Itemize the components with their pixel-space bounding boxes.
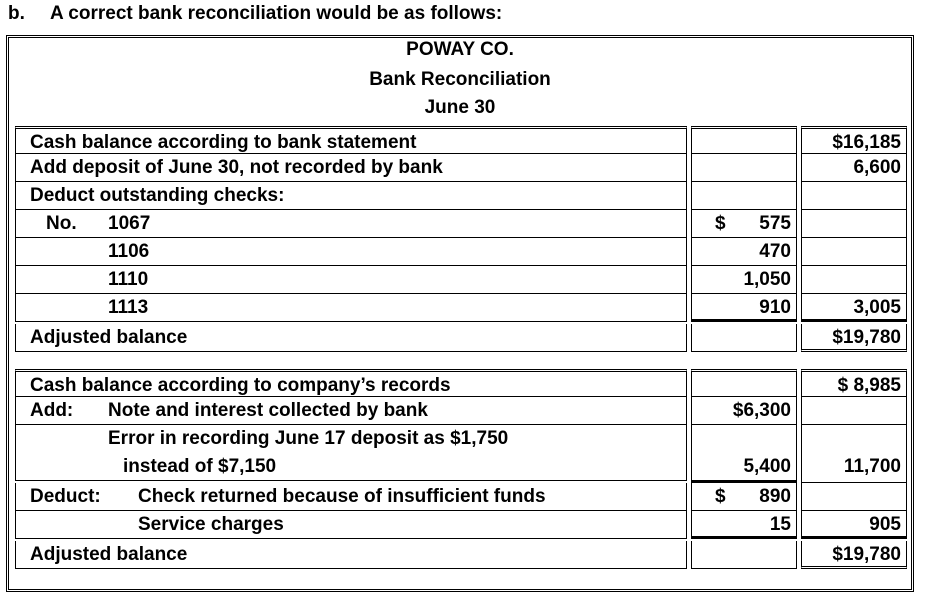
table-row [9, 425, 911, 481]
error-label-line1: Error in recording June 17 deposit as $1,750 [108, 428, 509, 449]
deposit-value: 6,600 [853, 157, 901, 178]
add-total: 11,700 [843, 456, 901, 477]
table-row [9, 397, 911, 425]
check-amount: 575 [759, 213, 791, 234]
table-row [9, 294, 911, 322]
check-no: 1113 [108, 297, 149, 318]
heading-letter: b. [8, 3, 25, 24]
table-row [9, 511, 911, 539]
report-title: Bank Reconciliation [369, 69, 551, 90]
section-heading [8, 3, 502, 25]
nsf-dollar-sign: $ [715, 486, 726, 507]
nsf-value: 890 [759, 486, 791, 507]
table-row [9, 324, 911, 352]
table-row [9, 210, 911, 238]
deduct-total: 905 [869, 514, 901, 535]
check-amount: 910 [759, 297, 791, 318]
company-adjusted-label: Adjusted balance [30, 544, 188, 565]
check-dollar-sign: $ [715, 213, 726, 234]
table-row [9, 541, 911, 569]
deduct-checks-label: Deduct outstanding checks: [30, 185, 285, 206]
report-date: June 30 [424, 97, 496, 118]
reconciliation-table [6, 35, 914, 592]
deposit-label: Add deposit of June 30, not recorded by bank [30, 157, 443, 178]
no-label: No. [46, 213, 77, 234]
check-no: 1067 [108, 213, 151, 234]
table-row [9, 483, 911, 511]
note-label: Note and interest collected by bank [108, 400, 428, 421]
section-gap [15, 354, 907, 369]
bank-adjusted-value: $19,780 [832, 327, 901, 348]
deduct-label: Deduct: [30, 486, 101, 507]
table-row [9, 126, 911, 154]
service-value: 15 [769, 514, 791, 535]
check-amount: 1,050 [743, 269, 791, 290]
check-no: 1110 [108, 269, 149, 290]
error-label-line2: instead of $7,150 [123, 456, 277, 477]
check-amount: 470 [759, 241, 791, 262]
table-row [9, 238, 911, 266]
checks-total: 3,005 [853, 297, 901, 318]
heading-text: A correct bank reconciliation would be as follows: [50, 3, 503, 24]
service-label: Service charges [138, 514, 284, 535]
company-cash-label: Cash balance according to company’s records [30, 375, 451, 396]
add-label: Add: [30, 400, 74, 421]
bank-cash-value: $16,185 [832, 132, 901, 153]
note-value: $6,300 [732, 400, 791, 421]
table-row [9, 154, 911, 182]
nsf-label: Check returned because of insufficient funds [138, 486, 546, 507]
error-value: 5,400 [743, 456, 791, 477]
bank-adjusted-label: Adjusted balance [30, 327, 188, 348]
table-row [9, 182, 911, 210]
table-title [9, 38, 911, 126]
check-no: 1106 [108, 241, 150, 262]
company-name: POWAY CO. [406, 39, 514, 60]
bank-cash-label: Cash balance according to bank statement [30, 132, 417, 153]
company-adjusted-value: $19,780 [832, 544, 901, 565]
table-row [9, 369, 911, 397]
table-row [9, 266, 911, 294]
company-cash-value: $ 8,985 [837, 375, 901, 396]
